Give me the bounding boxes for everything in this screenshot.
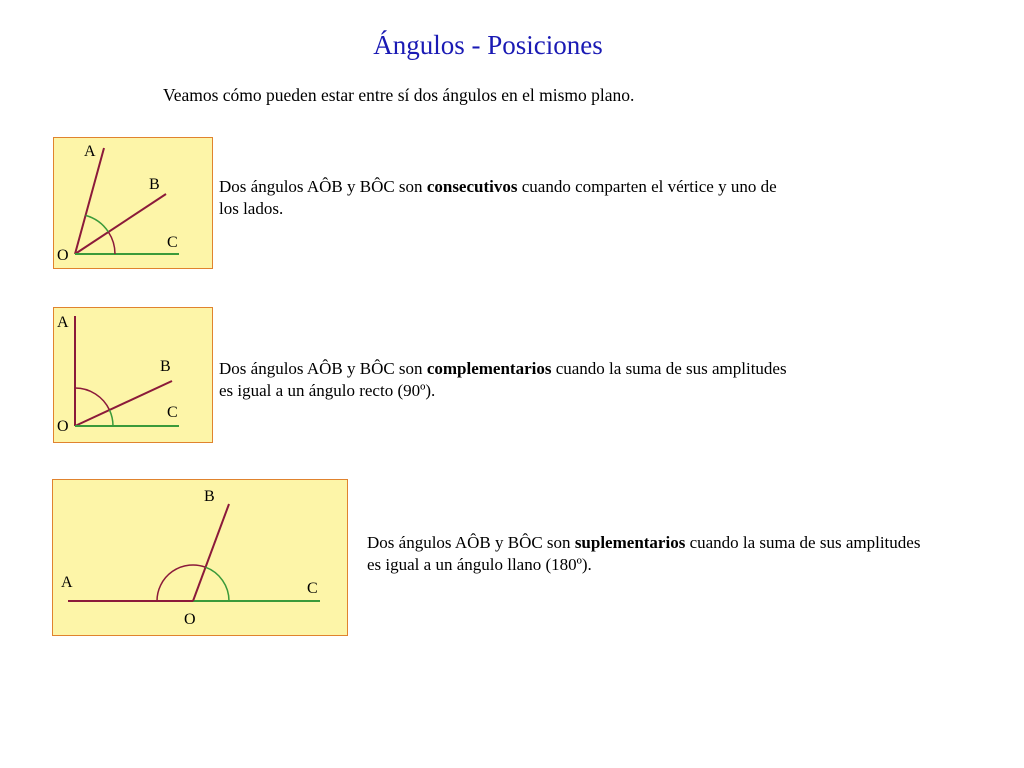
point-c-label: C bbox=[167, 234, 178, 251]
point-c-label: C bbox=[167, 404, 178, 421]
ray-ob bbox=[193, 504, 229, 601]
supplementary-description: Dos ángulos AÔB y BÔC son suplementarios cuando la suma de sus amplitudes es igual a un ángulo llano (180º). bbox=[367, 533, 921, 574]
point-o-label: O bbox=[184, 611, 196, 628]
intro-text: Veamos cómo pueden estar entre sí dos ángulos en el mismo plano. bbox=[163, 85, 635, 105]
arc-boc bbox=[206, 567, 230, 601]
supplementary-angles-figure bbox=[53, 480, 349, 637]
arc-boc bbox=[110, 410, 114, 426]
keyword-complementarios: complementarios bbox=[426, 359, 552, 378]
consecutive-description: Dos ángulos AÔB y BÔC son consecutivos cuando comparten el vértice y uno de los lados. bbox=[219, 177, 777, 218]
supplementary-angles-diagram bbox=[52, 479, 348, 636]
consecutive-angles-diagram bbox=[53, 137, 213, 269]
arc-aob bbox=[75, 388, 110, 410]
complementary-angles-diagram bbox=[53, 307, 213, 443]
complementary-description: Dos ángulos AÔB y BÔC son complementarios cuando la suma de sus amplitudes es igual a un ángulo recto (90º). bbox=[219, 359, 787, 400]
keyword-consecutivos: consecutivos bbox=[426, 177, 518, 196]
point-o-label: O bbox=[57, 418, 69, 435]
arc-aob bbox=[157, 565, 206, 601]
page-title: Ángulos - Posiciones bbox=[373, 30, 603, 60]
consecutive-angles-figure bbox=[54, 138, 214, 270]
point-b-label: B bbox=[149, 176, 160, 193]
point-b-label: B bbox=[160, 358, 171, 375]
point-o-label: O bbox=[57, 247, 69, 264]
point-a-label: A bbox=[61, 574, 73, 591]
ray-ob bbox=[75, 381, 172, 426]
point-c-label: C bbox=[307, 580, 318, 597]
point-a-label: A bbox=[84, 143, 96, 160]
point-b-label: B bbox=[204, 488, 215, 505]
arc-boc bbox=[108, 232, 115, 254]
complementary-angles-figure bbox=[54, 308, 214, 444]
point-a-label: A bbox=[57, 314, 69, 331]
arc-aob bbox=[86, 215, 109, 232]
keyword-suplementarios: suplementarios bbox=[574, 533, 686, 552]
